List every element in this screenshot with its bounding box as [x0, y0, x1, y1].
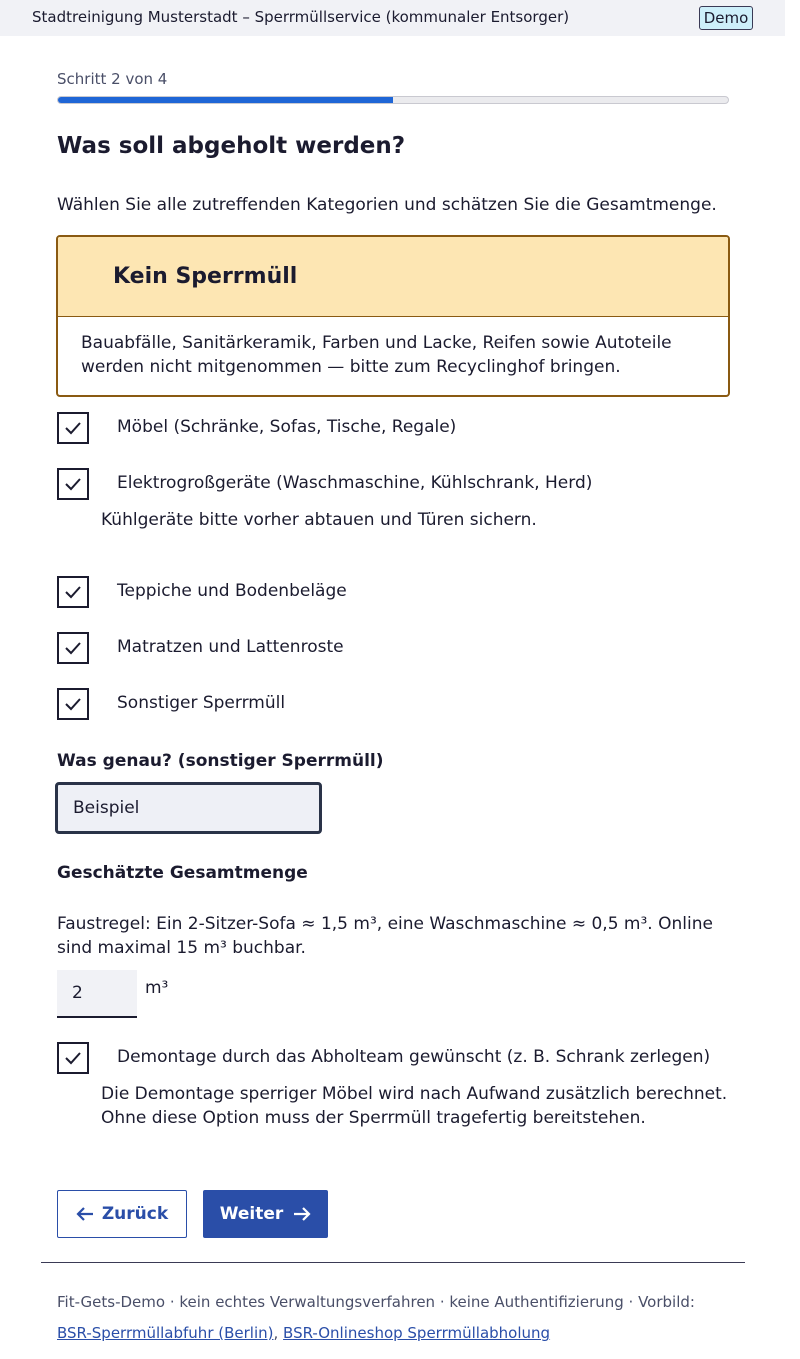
category-label-matratzen[interactable]: Matratzen und Lattenroste	[117, 637, 344, 657]
arrow-left-icon	[76, 1206, 94, 1222]
category-hint-elektrogrossgeraete: Kühlgeräte bitte vorher abtauen und Türen sichern.	[101, 510, 537, 530]
quantity-rule-text: Faustregel: Ein 2-Sitzer-Sofa ≈ 1,5 m³, eine Waschmaschine ≈ 0,5 m³. Online sind maximal 15 m³ buchbar.	[57, 914, 713, 958]
checkbox-sonstiger-sperrmuell[interactable]	[57, 688, 89, 720]
checkbox-teppiche[interactable]	[57, 576, 89, 608]
dismantling-hint: Die Demontage sperriger Möbel wird nach Aufwand zusätzlich berechnet. Ohne diese Option muss der Sperrmüll tragefertig bereitstehen.	[101, 1084, 728, 1128]
checkmark-icon	[64, 476, 82, 492]
checkmark-icon	[64, 640, 82, 656]
checkbox-elektrogrossgeraete[interactable]	[57, 468, 89, 500]
intro-text: Wählen Sie alle zutreffenden Kategorien und schätzen Sie die Gesamtmenge.	[57, 195, 717, 215]
footer-divider	[41, 1262, 745, 1263]
progress-bar-fill	[58, 97, 393, 103]
top-bar	[0, 0, 785, 36]
warning-text: Bauabfälle, Sanitärkeramik, Farben und Lacke, Reifen sowie Autoteile werden nicht mitgenommen — bitte zum Recyclinghof bringen.	[81, 333, 672, 377]
category-label-sonstiger-sperrmuell[interactable]: Sonstiger Sperrmüll	[117, 693, 286, 713]
page-title: Was soll abgeholt werden?	[57, 133, 406, 159]
footer-links	[57, 1318, 695, 1349]
footer-link-bsr-onlineshop[interactable]: BSR-Onlineshop Sperrmüllabholung	[283, 1324, 551, 1342]
other-field-input[interactable]	[55, 782, 322, 834]
footer-link-bsr-sperrmuellabfuhr[interactable]: BSR-Sperrmüllabfuhr (Berlin)	[57, 1324, 274, 1342]
checkbox-moebel[interactable]	[57, 412, 89, 444]
dismantling-label[interactable]: Demontage durch das Abholteam gewünscht (z. B. Schrank zerlegen)	[117, 1047, 711, 1067]
next-button-label: Weiter	[219, 1204, 284, 1224]
footer-link-separator: ,	[273, 1324, 279, 1342]
checkbox-demontage[interactable]	[57, 1042, 89, 1074]
warning-box	[56, 235, 730, 397]
footer	[57, 1287, 695, 1349]
checkmark-icon	[64, 1050, 82, 1066]
quantity-input[interactable]	[57, 970, 137, 1018]
next-button[interactable]	[203, 1190, 328, 1238]
footer-text: Fit-Gets-Demo · kein echtes Verwaltungsverfahren · keine Authentifizierung · Vorbild:	[57, 1293, 695, 1311]
quantity-label: Geschätzte Gesamtmenge	[57, 863, 308, 883]
other-field-label: Was genau? (sonstiger Sperrmüll)	[57, 751, 384, 771]
category-label-elektrogrossgeraete[interactable]: Elektrogroßgeräte (Waschmaschine, Kühlschrank, Herd)	[117, 473, 593, 493]
progress-bar	[57, 96, 729, 104]
category-label-teppiche[interactable]: Teppiche und Bodenbeläge	[117, 581, 347, 601]
warning-title: Kein Sperrmüll	[58, 237, 728, 317]
checkmark-icon	[64, 584, 82, 600]
quantity-unit: m³	[145, 978, 169, 998]
checkmark-icon	[64, 420, 82, 436]
arrow-right-icon	[293, 1206, 311, 1222]
step-indicator: Schritt 2 von 4	[57, 70, 168, 88]
back-button-label: Zurück	[101, 1204, 169, 1224]
organization-name: Stadtreinigung Musterstadt – Sperrmüllservice (kommunaler Entsorger)	[32, 8, 570, 26]
demo-badge: Demo	[699, 6, 753, 30]
back-button[interactable]	[57, 1190, 187, 1238]
checkmark-icon	[64, 696, 82, 712]
checkbox-matratzen[interactable]	[57, 632, 89, 664]
category-label-moebel[interactable]: Möbel (Schränke, Sofas, Tische, Regale)	[117, 417, 457, 437]
